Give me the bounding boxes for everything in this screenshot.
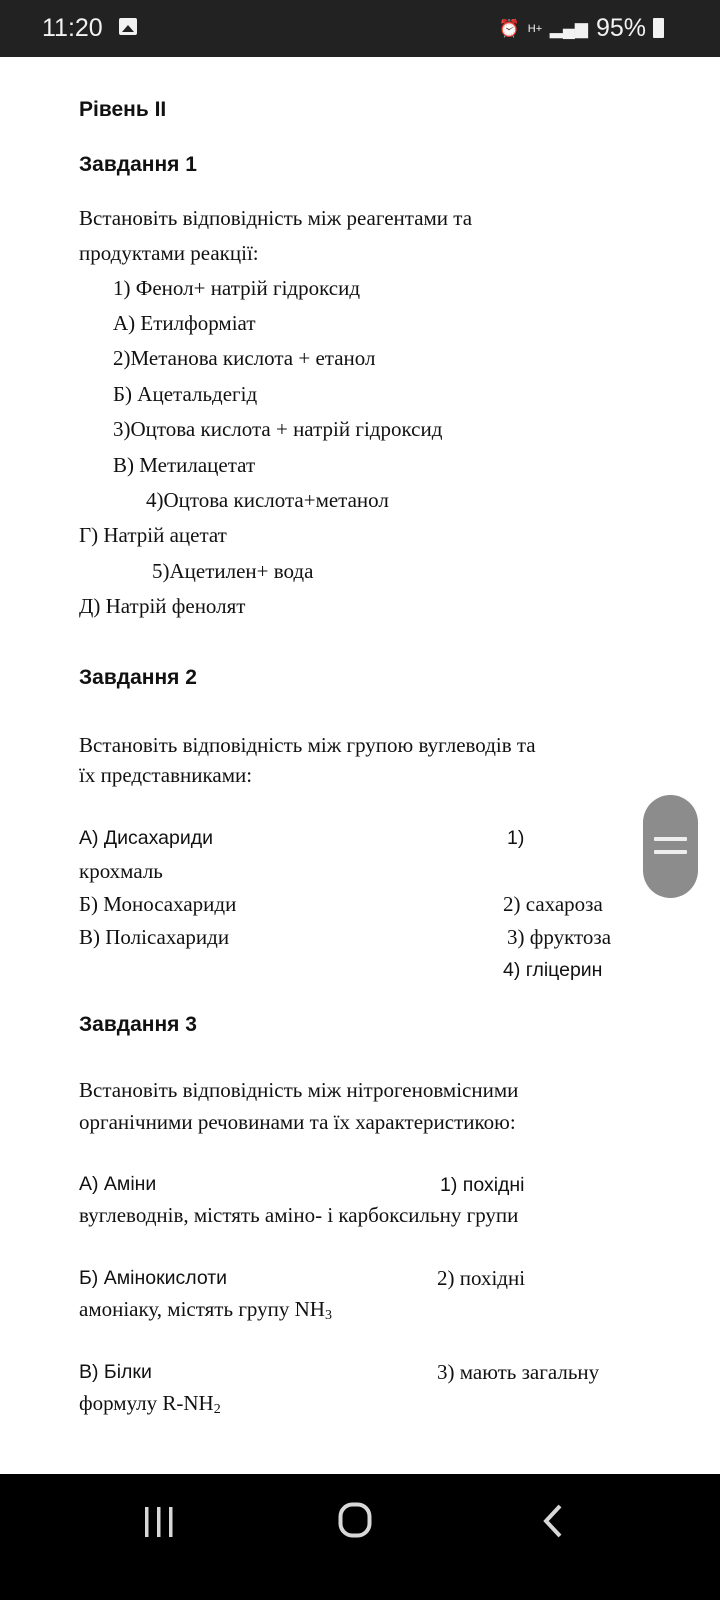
battery-icon [653, 18, 664, 38]
handle-grip-icon [654, 837, 687, 841]
task3-left: В) Білки [79, 1361, 152, 1383]
home-icon [338, 1502, 372, 1538]
task1-line: В) Метилацетат [113, 453, 256, 477]
task1-line: 5)Ацетилен+ вода [152, 559, 314, 583]
task1-line: А) Етилформіат [113, 311, 256, 335]
task3-right: 2) похідні [437, 1266, 526, 1290]
task2-right: 2) сахароза [503, 892, 603, 916]
task3-right: 3) мають загальну [437, 1360, 600, 1384]
alarm-icon: ⏰ [498, 18, 520, 38]
task1-line: Г) Натрій ацетат [79, 523, 227, 547]
task2-right: 4) гліцерин [503, 959, 603, 981]
task3-left: Б) Амінокислоти [79, 1267, 228, 1289]
recent-apps-button[interactable] [144, 1506, 174, 1536]
clock: 11:20 [42, 14, 103, 42]
handle-grip-icon [654, 850, 687, 854]
battery-percent: 95% [595, 14, 646, 42]
home-button[interactable] [338, 1502, 372, 1543]
task1-line: 3)Оцтова кислота + натрій гідроксид [113, 417, 443, 441]
task3-intro: Встановіть відповідність між нітрогеновмісними [79, 1078, 519, 1102]
back-button[interactable] [542, 1504, 564, 1543]
task2-left: Б) Моносахариди [79, 892, 237, 916]
task3-left: А) Аміни [79, 1173, 157, 1195]
task2-intro: їх представниками: [79, 763, 253, 787]
task1-intro: Встановіть відповідність між реагентами та [79, 206, 473, 230]
status-bar [0, 0, 720, 57]
task1-line: Д) Натрій фенолят [79, 594, 246, 618]
task2-intro: Встановіть відповідність між групою вуглеводів та [79, 733, 536, 757]
task2-right: 1) [507, 827, 525, 849]
task3-right [440, 1171, 525, 1198]
recent-apps-icon [144, 1506, 174, 1538]
task3-right-text: 1) похідні [440, 1174, 525, 1196]
task3-wrap [79, 1296, 332, 1322]
task1-line: 1) Фенол+ натрій гідроксид [113, 276, 361, 300]
navigation-bar [0, 1474, 720, 1600]
subscript: 2 [213, 1402, 221, 1417]
task3-wrap: вуглеводнів, містять аміно- і карбоксильну групи [79, 1203, 519, 1227]
task3-title: Завдання 3 [79, 1013, 197, 1036]
task1-line: 4)Оцтова кислота+метанол [146, 488, 389, 512]
task2-right: 3) фруктоза [507, 925, 612, 949]
subscript: 3 [324, 1308, 332, 1323]
signal-icon: ▂▄▆ [549, 18, 588, 38]
task3-wrap [79, 1390, 221, 1416]
back-icon [542, 1504, 564, 1538]
task1-title: Завдання 1 [79, 153, 197, 176]
wrap-text: амоніаку, містять групу NH [79, 1297, 325, 1321]
task2-wrap: крохмаль [79, 859, 163, 883]
scroll-handle[interactable] [643, 795, 698, 898]
task1-line: 2)Метанова кислота + етанол [113, 346, 376, 370]
task3-intro: органічними речовинами та їх характеристикою: [79, 1110, 516, 1134]
gallery-notification-icon [119, 18, 137, 35]
task2-left: В) Полісахариди [79, 925, 230, 949]
wrap-text: формулу R-NH [79, 1391, 214, 1415]
network-type-icon: H+ [527, 22, 543, 35]
task2-title: Завдання 2 [79, 666, 197, 689]
level-heading: Рівень ІІ [79, 98, 167, 121]
task2-left: А) Дисахариди [79, 827, 213, 849]
task1-line: Б) Ацетальдегід [113, 382, 258, 406]
task1-intro: продуктами реакції: [79, 241, 259, 265]
